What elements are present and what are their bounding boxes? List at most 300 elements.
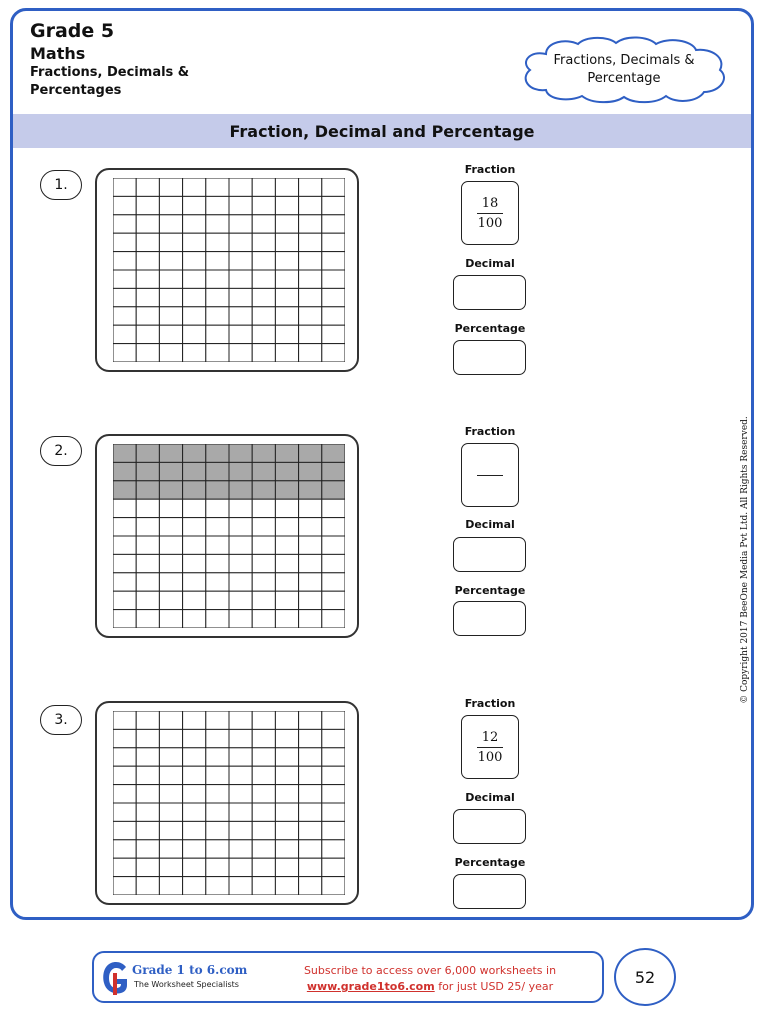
grid-cell [183, 858, 206, 876]
grid-cell [299, 252, 322, 270]
grid-cell [113, 554, 136, 572]
grid-cell [159, 499, 182, 517]
grid-cell [136, 840, 159, 858]
shaded-grid-cell [299, 481, 322, 499]
grid-cell [113, 270, 136, 288]
grid-cell [275, 591, 298, 609]
grid-cell [252, 307, 275, 325]
decimal-answer-box-3[interactable] [453, 809, 526, 844]
grid-cell [159, 729, 182, 747]
fraction-box-1 [461, 181, 519, 245]
grid-cell [275, 178, 298, 196]
grid-cell [183, 554, 206, 572]
grid-cell [275, 858, 298, 876]
grid-cell [275, 610, 298, 628]
grid-cell [113, 840, 136, 858]
grid-cell [229, 729, 252, 747]
grid-cell [113, 803, 136, 821]
grid-cell [275, 785, 298, 803]
grid-cell [206, 766, 229, 784]
grid-cell [159, 803, 182, 821]
shaded-grid-cell [275, 444, 298, 462]
grid-cell [136, 766, 159, 784]
grid-cell [275, 518, 298, 536]
grid-cell [159, 270, 182, 288]
grid-cell [299, 196, 322, 214]
grid-cell [136, 233, 159, 251]
fraction-bar-2 [477, 475, 503, 476]
grid-cell [275, 748, 298, 766]
grid-cell [322, 215, 345, 233]
shaded-grid-cell [322, 444, 345, 462]
grid-cell [322, 858, 345, 876]
grid-cell [113, 518, 136, 536]
grid-cell [136, 785, 159, 803]
grid-cell [252, 344, 275, 362]
grid-cell [322, 307, 345, 325]
grid-panel-2 [95, 434, 359, 638]
grid-cell [275, 215, 298, 233]
grid-cell [299, 499, 322, 517]
grid-cell [275, 877, 298, 895]
grid-cell [299, 307, 322, 325]
grid-cell [252, 270, 275, 288]
grid-cell [113, 858, 136, 876]
grid-cell [113, 729, 136, 747]
grid-cell [322, 766, 345, 784]
grid-cell [299, 803, 322, 821]
topic-heading: Fractions, Decimals & Percentages [30, 65, 190, 98]
grid-cell [275, 554, 298, 572]
shaded-grid-cell [206, 444, 229, 462]
grid-cell [159, 178, 182, 196]
grid-cell [113, 499, 136, 517]
grid-cell [322, 729, 345, 747]
shaded-grid-cell [206, 462, 229, 480]
grid-cell [206, 858, 229, 876]
grid-cell [322, 610, 345, 628]
percentage-answer-box-2[interactable] [453, 601, 526, 636]
grid-cell [206, 344, 229, 362]
decimal-label-2: Decimal [465, 518, 515, 531]
grid-cell [159, 573, 182, 591]
grid-cell [229, 499, 252, 517]
subscribe-promo [280, 963, 580, 995]
grid-cell [275, 252, 298, 270]
grid-cell [113, 785, 136, 803]
grid-cell [275, 536, 298, 554]
grid-cell [299, 573, 322, 591]
brand-name: Grade 1 to 6.com [132, 963, 248, 977]
grid-cell [136, 252, 159, 270]
shaded-grid-cell [252, 462, 275, 480]
grid-cell [322, 840, 345, 858]
grid-cell [322, 785, 345, 803]
grid-cell [322, 233, 345, 251]
shaded-grid-cell [252, 444, 275, 462]
grid-cell [275, 307, 298, 325]
grid-cell [136, 591, 159, 609]
subject-heading: Maths [30, 44, 86, 63]
grid-cell [183, 610, 206, 628]
grid-cell [206, 536, 229, 554]
grid-cell [299, 610, 322, 628]
grid-cell [183, 196, 206, 214]
grid-cell [275, 573, 298, 591]
grid-cell [229, 288, 252, 306]
grid-cell [159, 325, 182, 343]
grid-cell [275, 729, 298, 747]
grid-cell [229, 325, 252, 343]
grid-cell [159, 821, 182, 839]
grid-cell [136, 610, 159, 628]
percentage-answer-box-3[interactable] [453, 874, 526, 909]
grid-cell [206, 840, 229, 858]
shaded-grid-cell [113, 444, 136, 462]
shaded-grid-cell [229, 462, 252, 480]
grid-cell [299, 785, 322, 803]
grid-cell [252, 748, 275, 766]
grid-cell [229, 344, 252, 362]
grid-cell [299, 344, 322, 362]
grid-cell [229, 785, 252, 803]
grid-cell [299, 766, 322, 784]
grid-cell [322, 270, 345, 288]
grid-cell [322, 711, 345, 729]
shaded-grid-cell [136, 481, 159, 499]
grid-cell [229, 803, 252, 821]
shaded-grid-cell [252, 481, 275, 499]
grid-cell [322, 344, 345, 362]
decimal-label-3: Decimal [465, 791, 515, 804]
grid-cell [229, 748, 252, 766]
grid-cell [159, 252, 182, 270]
grid-cell [206, 178, 229, 196]
grid-cell [183, 748, 206, 766]
grid-cell [252, 729, 275, 747]
grid-cell [322, 252, 345, 270]
grid-panel-3 [95, 701, 359, 905]
grid-cell [113, 877, 136, 895]
grid-cell [206, 215, 229, 233]
shaded-grid-cell [159, 462, 182, 480]
grid-cell [183, 215, 206, 233]
grid-cell [159, 711, 182, 729]
grid-cell [183, 711, 206, 729]
grid-cell [229, 178, 252, 196]
fraction-numerator-3: 12 [481, 729, 499, 745]
grid-cell [113, 196, 136, 214]
grid-cell [183, 536, 206, 554]
grid-cell [183, 233, 206, 251]
grid-cell [322, 178, 345, 196]
grid-cell [275, 766, 298, 784]
grid-cell [275, 840, 298, 858]
grid-cell [159, 307, 182, 325]
shaded-grid-cell [229, 444, 252, 462]
shaded-grid-cell [113, 481, 136, 499]
topic-cloud [516, 34, 732, 106]
fraction-bar-3 [477, 747, 503, 748]
shaded-grid-cell [183, 481, 206, 499]
grade1to6-logo-icon [100, 959, 130, 997]
grid-cell [113, 748, 136, 766]
grid-cell [275, 344, 298, 362]
grid-cell [252, 215, 275, 233]
shaded-grid-cell [299, 462, 322, 480]
grid-cell [322, 877, 345, 895]
grid-cell [113, 344, 136, 362]
grid-cell [299, 840, 322, 858]
grid-cell [322, 821, 345, 839]
grid-cell [299, 729, 322, 747]
grid-cell [299, 858, 322, 876]
grid-cell [136, 288, 159, 306]
grid-cell [229, 252, 252, 270]
question-number-2: 2. [40, 436, 82, 466]
grid-cell [252, 840, 275, 858]
footer-banner [92, 951, 604, 1003]
fraction-label-1: Fraction [464, 163, 516, 176]
grid-panel-1 [95, 168, 359, 372]
grid-cell [229, 536, 252, 554]
grid-cell [136, 821, 159, 839]
grid-cell [229, 307, 252, 325]
grid-cell [299, 178, 322, 196]
decimal-answer-box-1[interactable] [453, 275, 526, 310]
grid-cell [159, 591, 182, 609]
grid-cell [136, 711, 159, 729]
grid-cell [275, 270, 298, 288]
grid-cell [183, 344, 206, 362]
grid-cell [252, 233, 275, 251]
grid-cell [252, 858, 275, 876]
grid-cell [159, 233, 182, 251]
grid-cell [183, 325, 206, 343]
grid-cell [183, 877, 206, 895]
promo-line-1: Subscribe to access over 6,000 worksheets in [303, 964, 557, 977]
grid-cell [252, 536, 275, 554]
grid-cell [299, 554, 322, 572]
grid-cell [206, 711, 229, 729]
percentage-label-3: Percentage [454, 856, 526, 869]
shaded-grid-cell [183, 444, 206, 462]
grid-cell [136, 554, 159, 572]
grid-cell [183, 252, 206, 270]
grid-cell [136, 270, 159, 288]
shaded-grid-cell [229, 481, 252, 499]
grid-cell [113, 591, 136, 609]
grid-cell [299, 270, 322, 288]
grid-cell [252, 591, 275, 609]
grid-cell [113, 821, 136, 839]
grid-cell [275, 711, 298, 729]
grid-cell [229, 518, 252, 536]
grid-cell [159, 610, 182, 628]
grid-cell [159, 766, 182, 784]
grid-cell [159, 554, 182, 572]
grid-cell [275, 821, 298, 839]
grid-cell [159, 196, 182, 214]
grid-cell [206, 196, 229, 214]
shaded-grid-cell [136, 462, 159, 480]
grid-cell [299, 288, 322, 306]
grid-cell [252, 803, 275, 821]
grid-cell [113, 325, 136, 343]
grid-cell [113, 215, 136, 233]
grid-cell [322, 591, 345, 609]
grid-cell [252, 821, 275, 839]
grid-cell [322, 499, 345, 517]
grid-cell [183, 803, 206, 821]
grid-cell [275, 325, 298, 343]
grid-cell [206, 573, 229, 591]
grid-cell [159, 785, 182, 803]
question-number-3: 3. [40, 705, 82, 735]
hundred-grid-3 [113, 711, 345, 895]
grid-cell [229, 766, 252, 784]
grid-cell [252, 573, 275, 591]
grid-cell [159, 536, 182, 554]
shaded-grid-cell [275, 481, 298, 499]
grid-cell [183, 288, 206, 306]
grid-cell [299, 518, 322, 536]
hundred-grid-2 [113, 444, 345, 628]
grid-cell [229, 196, 252, 214]
worksheet-title: Fraction, Decimal and Percentage [13, 114, 751, 148]
grid-cell [159, 877, 182, 895]
hundred-grid-1 [113, 178, 345, 362]
grid-cell [159, 748, 182, 766]
grid-cell [113, 711, 136, 729]
copyright-notice: © Copyright 2017 BeeOne Media Pvt Ltd. All Rights Reserved. [740, 416, 750, 704]
grid-cell [183, 840, 206, 858]
grid-cell [136, 499, 159, 517]
decimal-answer-box-2[interactable] [453, 537, 526, 572]
shaded-grid-cell [206, 481, 229, 499]
fraction-numerator-1: 18 [481, 195, 499, 211]
grid-cell [229, 858, 252, 876]
grid-cell [322, 288, 345, 306]
grid-cell [183, 499, 206, 517]
grid-cell [252, 499, 275, 517]
shaded-grid-cell [322, 462, 345, 480]
grid-cell [159, 858, 182, 876]
shaded-grid-cell [299, 444, 322, 462]
grid-cell [252, 196, 275, 214]
promo-line-2 [280, 979, 580, 995]
grid-cell [113, 766, 136, 784]
grid-cell [275, 803, 298, 821]
grid-cell [299, 877, 322, 895]
grid-cell [299, 215, 322, 233]
grid-cell [206, 803, 229, 821]
grid-cell [136, 196, 159, 214]
grid-cell [206, 748, 229, 766]
grid-cell [183, 518, 206, 536]
grid-cell [322, 536, 345, 554]
grid-cell [136, 325, 159, 343]
promo-price: for just USD 25/ year [434, 980, 554, 993]
grid-cell [299, 748, 322, 766]
shaded-grid-cell [136, 444, 159, 462]
percentage-answer-box-1[interactable] [453, 340, 526, 375]
fraction-bar-1 [477, 213, 503, 214]
grid-cell [136, 877, 159, 895]
grid-cell [252, 610, 275, 628]
grid-cell [206, 821, 229, 839]
fraction-box-3 [461, 715, 519, 779]
grid-cell [183, 766, 206, 784]
decimal-label-1: Decimal [465, 257, 515, 270]
grid-cell [113, 536, 136, 554]
grid-cell [136, 803, 159, 821]
shaded-grid-cell [159, 481, 182, 499]
grid-cell [252, 785, 275, 803]
grid-cell [275, 499, 298, 517]
grid-cell [136, 178, 159, 196]
grid-cell [322, 518, 345, 536]
grid-cell [136, 858, 159, 876]
question-number-1: 1. [40, 170, 82, 200]
grid-cell [252, 288, 275, 306]
grid-cell [159, 518, 182, 536]
grid-cell [299, 821, 322, 839]
grid-cell [322, 554, 345, 572]
fraction-denominator-3: 100 [477, 749, 503, 765]
grid-cell [136, 518, 159, 536]
grid-cell [252, 766, 275, 784]
grid-cell [299, 591, 322, 609]
page-number: 52 [614, 948, 676, 1006]
grid-cell [206, 288, 229, 306]
fraction-label-2: Fraction [464, 425, 516, 438]
grid-cell [183, 307, 206, 325]
grid-cell [206, 554, 229, 572]
grid-cell [206, 785, 229, 803]
grid-cell [299, 325, 322, 343]
percentage-label-1: Percentage [454, 322, 526, 335]
percentage-label-2: Percentage [454, 584, 526, 597]
grid-cell [252, 711, 275, 729]
grid-cell [299, 711, 322, 729]
grid-cell [252, 877, 275, 895]
grid-cell [252, 518, 275, 536]
grid-cell [206, 233, 229, 251]
grid-cell [159, 344, 182, 362]
grid-cell [252, 325, 275, 343]
brand-tagline: The Worksheet Specialists [134, 980, 239, 989]
grid-cell [183, 270, 206, 288]
grid-cell [252, 554, 275, 572]
grid-cell [113, 252, 136, 270]
fraction-label-3: Fraction [464, 697, 516, 710]
grid-cell [113, 573, 136, 591]
grid-cell [136, 215, 159, 233]
grid-cell [229, 554, 252, 572]
grid-cell [322, 325, 345, 343]
grid-cell [206, 610, 229, 628]
grid-cell [322, 803, 345, 821]
grid-cell [299, 233, 322, 251]
website-link[interactable]: www.grade1to6.com [306, 980, 435, 993]
shaded-grid-cell [113, 462, 136, 480]
grid-cell [183, 785, 206, 803]
grid-cell [183, 729, 206, 747]
shaded-grid-cell [275, 462, 298, 480]
grid-cell [136, 536, 159, 554]
fraction-box-2[interactable] [461, 443, 519, 507]
